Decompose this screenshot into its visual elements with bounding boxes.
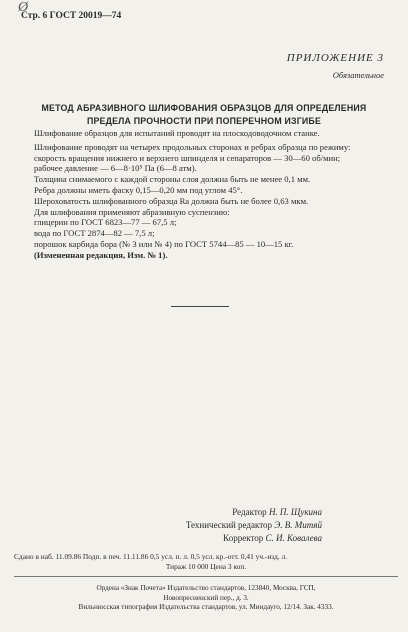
imprint-line: Сдано в наб. 11.09.86 Подп. в печ. 11.11.86 0,5 усл. п. л. 0,5 усл. кр.-отт. 0,41 уч.-изд. л. [14,552,288,561]
paragraph: Ребра должны иметь фаску 0,15—0,20 мм под углом 45°. [34,184,243,195]
paragraph: Шлифование проводят на четырех продольных сторонах и ребрах образца по режиму: [34,141,351,152]
credit-editor [118,506,322,519]
paragraph: скорость вращения нижнего и верхнего шпинделя и сепараторов — 30—60 об/мин; [34,152,341,163]
credits [118,506,322,545]
paragraph: Для шлифования применяют абразивную суспензию: [34,206,230,217]
publisher-line: Новопресненский пер., д. 3. [163,593,249,602]
appendix-title: ПРИЛОЖЕНИЕ 3 [286,52,384,64]
divider [171,306,229,307]
section-title [28,102,380,128]
section-title-line-2: ПРЕДЕЛА ПРОЧНОСТИ ПРИ ПОПЕРЕЧНОМ ИЗГИБЕ [86,116,322,126]
list-item: вода по ГОСТ 2874—82 — 7,5 л; [34,228,155,239]
credit-corrector [118,532,322,545]
credit-name: С. И. Ковалева [265,533,322,543]
paragraph: рабочее давление — 6—8·10⁵ Па (6—8 атм). [34,163,197,174]
publisher-line: Вильнюсская типография Издательства стандартов, ул. Миндауго, 12/14. Зак. 4333. [78,603,334,612]
imprint-line: Тираж 10 000 Цена 3 коп. [165,561,247,571]
page-header: Стр. 6 ГОСТ 20019—74 [21,11,122,21]
print-imprint [14,552,398,572]
credit-label: Корректор [223,533,264,543]
handwritten-mark: Ø [18,0,29,15]
credit-name: Н. П. Щукина [268,507,322,517]
appendix-heading [287,52,384,80]
rule-line [14,576,398,577]
publisher-line: Ордена «Знак Почета» Издательство стандартов, 123840, Москва, ГСП, [96,584,316,592]
paragraph: Толщина снимаемого с каждой стороны слоя должна быть не менее 0,1 мм. [34,174,311,185]
paragraph: Шлифование образцов для испытаний проводят на плоскодоводочном станке. [34,128,320,138]
credit-label: Технический редактор [185,520,273,530]
amendment-note: (Измененная редакция, Изм. № 1). [34,249,168,260]
list-item: порошок карбида бора (№ 3 или № 4) по ГОСТ 5744—85 — 10—15 кг. [34,238,294,249]
paragraph: Шероховатость шлифованного образца Ra должна быть не более 0,63 мкм. [34,195,309,206]
credit-name: Э. В. Митяй [274,520,322,530]
list-item: глицерин по ГОСТ 6823—77 — 67,5 л; [34,217,177,228]
section-title-line-1: МЕТОД АБРАЗИВНОГО ШЛИФОВАНИЯ ОБРАЗЦОВ ДЛЯ ОПРЕДЕЛЕНИЯ [41,103,367,113]
publisher-info [20,584,392,613]
body-text [34,128,382,261]
appendix-subtitle: Обязательное [332,70,384,80]
credit-label: Редактор [232,507,267,517]
credit-tech-editor [118,519,322,532]
